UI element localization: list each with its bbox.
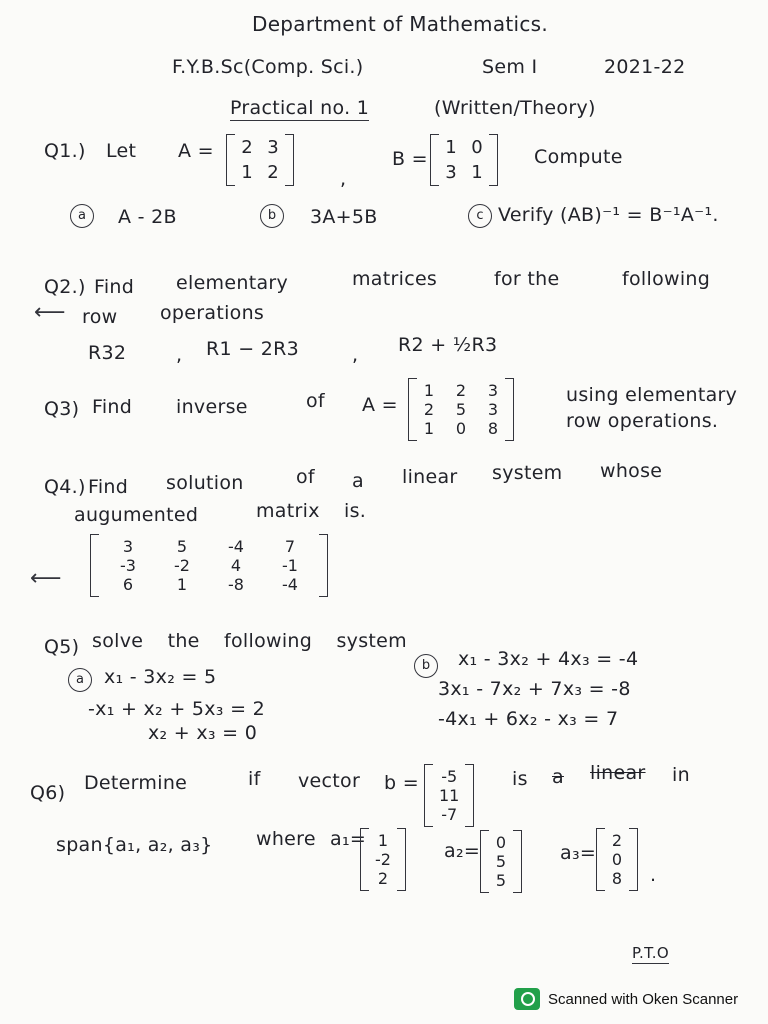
academic-year: 2021-22 bbox=[604, 56, 686, 78]
q6-vector-a3 bbox=[596, 828, 638, 891]
q1-option-c: Verify (AB)⁻¹ = B⁻¹A⁻¹. bbox=[498, 204, 719, 226]
q2-word: matrices bbox=[352, 268, 438, 290]
vector-cell: 5 bbox=[495, 871, 507, 890]
q5-system-a-eq: x₁ - 3x₂ = 5 bbox=[104, 666, 217, 688]
q4-word: solution bbox=[166, 472, 244, 494]
matrix-cell: 1 bbox=[423, 419, 435, 438]
q5-system-b-eq: 3x₁ - 7x₂ + 7x₃ = -8 bbox=[438, 678, 631, 700]
q5-system-b-eq: -4x₁ + 6x₂ - x₃ = 7 bbox=[438, 708, 619, 730]
matrix-cell: 1 bbox=[445, 137, 457, 158]
q6-vector-a2-grid bbox=[489, 830, 513, 893]
matrix-cell: 3 bbox=[122, 537, 134, 556]
q1-number: Q1.) bbox=[44, 140, 86, 162]
matrix-cell: 7 bbox=[284, 537, 296, 556]
vector-cell: -2 bbox=[375, 850, 391, 869]
q3-matrix bbox=[408, 378, 514, 441]
q2-word: row bbox=[82, 306, 118, 328]
matrix-cell: -4 bbox=[228, 537, 244, 556]
matrix-cell: 2 bbox=[241, 137, 253, 158]
matrix-cell: 1 bbox=[241, 162, 253, 183]
q1-option-b-marker: b bbox=[260, 204, 284, 228]
q2-word: elementary bbox=[176, 272, 289, 294]
q6-a2-label: a₂= bbox=[444, 840, 481, 862]
q6-number: Q6) bbox=[30, 782, 66, 804]
q1-a-label: A = bbox=[178, 140, 214, 162]
q4-word: system bbox=[492, 462, 563, 484]
matrix-cell: 5 bbox=[455, 400, 467, 419]
q6-vector: vector bbox=[298, 770, 361, 792]
q1-matrix-b-grid bbox=[439, 134, 489, 186]
q1-option-a: A - 2B bbox=[118, 206, 177, 228]
q5-system-b-eq: x₁ - 3x₂ + 4x₃ = -4 bbox=[458, 648, 639, 670]
q6-a3-label: a₃= bbox=[560, 842, 597, 864]
q3-a-label: A = bbox=[362, 394, 398, 416]
q6-period: . bbox=[650, 864, 657, 886]
q1-comma: , bbox=[340, 168, 347, 190]
q5-system-a-eq: -x₁ + x₂ + 5x₃ = 2 bbox=[88, 698, 266, 720]
matrix-cell: 0 bbox=[471, 137, 483, 158]
q1-option-b: 3A+5B bbox=[310, 206, 378, 228]
q6-determine: Determine bbox=[84, 772, 188, 794]
margin-arrow-icon: ⟵ bbox=[30, 566, 62, 591]
q2-separator: , bbox=[176, 344, 183, 366]
vector-cell: 5 bbox=[495, 852, 507, 871]
q4-word: of bbox=[296, 466, 315, 488]
matrix-cell: 3 bbox=[445, 162, 457, 183]
matrix-cell: 4 bbox=[230, 556, 242, 575]
q3-using: using elementary bbox=[566, 384, 738, 406]
matrix-cell: -1 bbox=[282, 556, 298, 575]
oken-scanner-logo-icon bbox=[514, 988, 540, 1010]
matrix-cell: -2 bbox=[174, 556, 190, 575]
q4-word: is. bbox=[344, 500, 367, 522]
q5-option-b-marker: b bbox=[414, 654, 438, 678]
matrix-cell: 5 bbox=[176, 537, 188, 556]
q1-matrix-b bbox=[430, 134, 498, 186]
q6-in: in bbox=[672, 764, 690, 786]
q6-vector-a3-grid bbox=[605, 828, 629, 891]
q6-if: if bbox=[248, 768, 261, 790]
vector-cell: 2 bbox=[377, 869, 389, 888]
q4-word: augumented bbox=[74, 504, 199, 526]
vector-cell: 8 bbox=[611, 869, 623, 888]
vector-cell: -5 bbox=[441, 767, 458, 786]
q1-matrix-a bbox=[226, 134, 294, 186]
q5-number: Q5) bbox=[44, 636, 80, 658]
q6-struck-a: a bbox=[552, 766, 564, 788]
q4-augmented-matrix bbox=[90, 534, 328, 597]
q2-separator: , bbox=[352, 344, 359, 366]
q3-of: of bbox=[306, 390, 325, 412]
q2-word: following bbox=[622, 268, 711, 290]
q5-option-a-marker: a bbox=[68, 668, 92, 692]
matrix-cell: 2 bbox=[455, 381, 467, 400]
matrix-cell: 1 bbox=[423, 381, 435, 400]
please-turn-over: P.T.O bbox=[632, 944, 669, 962]
vector-cell: 0 bbox=[495, 833, 507, 852]
q1-option-c-marker: c bbox=[468, 204, 492, 228]
q4-matrix-grid bbox=[99, 534, 319, 597]
q3-number: Q3) bbox=[44, 398, 80, 420]
matrix-cell: 8 bbox=[487, 419, 499, 438]
matrix-cell: 2 bbox=[267, 162, 279, 183]
scanner-text: Scanned with Oken Scanner bbox=[548, 990, 739, 1008]
q5-system-a-eq: x₂ + x₃ = 0 bbox=[148, 722, 258, 744]
q2-word: for the bbox=[494, 268, 560, 290]
q1-compute: Compute bbox=[534, 146, 623, 168]
q2-word: operations bbox=[160, 302, 265, 324]
matrix-cell: 6 bbox=[122, 575, 134, 594]
vector-cell: 0 bbox=[611, 850, 623, 869]
q6-b-label: b = bbox=[384, 772, 419, 794]
q6-vector-b bbox=[424, 764, 474, 827]
margin-arrow-icon: ⟵ bbox=[34, 300, 66, 325]
q2-operation: R1 − 2R3 bbox=[206, 338, 300, 360]
q6-struck-linear: linear bbox=[590, 762, 646, 784]
vector-cell: 2 bbox=[611, 831, 623, 850]
q6-is: is bbox=[512, 768, 528, 790]
q6-vector-a2 bbox=[480, 830, 522, 893]
q6-span: span{a₁, a₂, a₃} bbox=[56, 834, 213, 856]
vector-cell: 11 bbox=[439, 786, 460, 805]
q4-number: Q4.) bbox=[44, 476, 86, 498]
q2-operation: R2 + ½R3 bbox=[398, 334, 498, 356]
q6-vector-b-grid bbox=[433, 764, 465, 827]
q5-instruction: solve the following system bbox=[92, 630, 407, 652]
q3-matrix-grid bbox=[417, 378, 505, 441]
q2-operation: R32 bbox=[88, 342, 127, 364]
scanner-watermark bbox=[514, 988, 738, 1010]
matrix-cell: 1 bbox=[471, 162, 483, 183]
matrix-cell: 1 bbox=[176, 575, 188, 594]
q3-inverse: inverse bbox=[176, 396, 248, 418]
matrix-cell: 3 bbox=[267, 137, 279, 158]
matrix-cell: -4 bbox=[282, 575, 298, 594]
matrix-cell: 3 bbox=[487, 381, 499, 400]
q4-word: linear bbox=[402, 466, 458, 488]
matrix-cell: -3 bbox=[120, 556, 136, 575]
matrix-cell: 0 bbox=[455, 419, 467, 438]
semester: Sem I bbox=[482, 56, 538, 78]
vector-cell: -7 bbox=[441, 805, 458, 824]
q1-option-a-marker: a bbox=[70, 204, 94, 228]
matrix-cell: 3 bbox=[487, 400, 499, 419]
q1-matrix-a-grid bbox=[235, 134, 285, 186]
q4-word: matrix bbox=[256, 500, 320, 522]
matrix-cell: 2 bbox=[423, 400, 435, 419]
q1-let: Let bbox=[106, 140, 137, 162]
department-title: Department of Mathematics. bbox=[252, 12, 549, 36]
q4-word: whose bbox=[600, 460, 663, 482]
practical-number: Practical no. 1 bbox=[230, 97, 370, 119]
vector-cell: 1 bbox=[377, 831, 389, 850]
q6-vector-a1-grid bbox=[369, 828, 397, 891]
q6-a1-label: a₁= bbox=[330, 828, 367, 850]
q3-find: Find bbox=[92, 396, 133, 418]
q3-row-operations: row operations. bbox=[566, 410, 719, 432]
q6-where: where bbox=[256, 828, 316, 850]
matrix-cell: -8 bbox=[228, 575, 244, 594]
q2-word: Find bbox=[94, 276, 135, 298]
q4-word: Find bbox=[88, 476, 129, 498]
practical-type: (Written/Theory) bbox=[434, 97, 596, 119]
q4-word: a bbox=[352, 470, 364, 492]
q6-vector-a1 bbox=[360, 828, 406, 891]
course-name: F.Y.B.Sc(Comp. Sci.) bbox=[172, 56, 364, 78]
q2-number: Q2.) bbox=[44, 276, 86, 298]
q1-b-label: B = bbox=[392, 148, 428, 170]
